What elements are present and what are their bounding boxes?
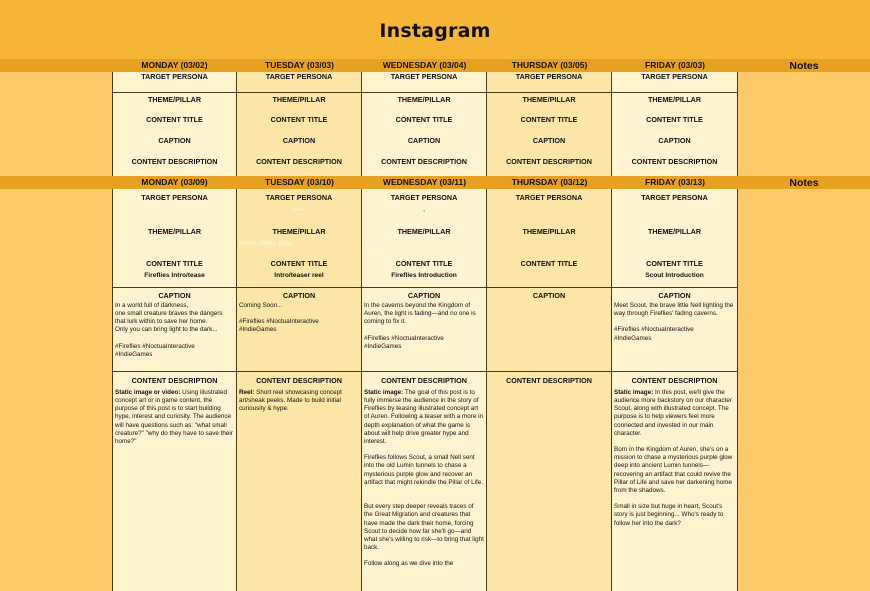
- theme-value: World, Story, Lore: [239, 240, 292, 247]
- week1-column-thu: [487, 72, 612, 176]
- row-label: THEME/PILLAR: [147, 95, 202, 104]
- week1-day-header-fri: FRIDAY (03/03): [645, 60, 705, 70]
- week2-thu-caption-cell[interactable]: [487, 288, 611, 372]
- description-text: [113, 388, 236, 446]
- row-label: CAPTION: [407, 136, 441, 145]
- description-lead: Static image or video:: [115, 389, 181, 396]
- description-body: The goal of this post is to fully immerse the audience in the story of Fireflies by teasing illustrated concept art of Auren. Following a teaser with a more in depth explanation of what the game is about will help drive greater hype and interest. Fireflies follows Scout, a small Nell sent into the old Lumin tunnels to chase a mysterious purple glow and recover an artifact that might rekindle the Pillar of Life. But every step deeper reveals traces of the Great Migration and creatures that have made the dark their home, forcing Scout to decide how far she'll go—and what she's willing to risk—to bring that light back. Follow along as we dive into the: [364, 389, 484, 568]
- row-label: CAPTION: [658, 136, 691, 145]
- row-label: TARGET PERSONA: [265, 193, 333, 202]
- week2-tue-title-cell[interactable]: [237, 256, 361, 288]
- week1-column-mon: [112, 72, 237, 176]
- week1-mon-description-cell[interactable]: [113, 155, 236, 176]
- row-label: TARGET PERSONA: [265, 72, 333, 81]
- description-lead: Reel:: [239, 389, 255, 396]
- week2-column-mon: [112, 189, 237, 591]
- row-label: CONTENT DESCRIPTION: [631, 157, 718, 166]
- description-body: Short reel showcasing concept art/sneak peeks. Made to build initial curiousity & hype.: [239, 389, 344, 413]
- row-label: TARGET PERSONA: [390, 193, 458, 202]
- row-label: CONTENT DESCRIPTION: [256, 376, 342, 385]
- description-body: Using illustrated concept art or in game content, the purpose of this post is to start building hype, interest and curiosity. The audience will have questions such as: "what small creature?" "why do they have to save their home?": [115, 389, 235, 445]
- theme-value: Family, Story, Lore: [647, 240, 702, 247]
- week1-notes-column[interactable]: [738, 72, 870, 176]
- row-label: TARGET PERSONA: [141, 193, 208, 202]
- week1-notes-header: Notes: [789, 60, 819, 72]
- row-label: CONTENT TITLE: [520, 259, 578, 268]
- description-body: In this post, we'll give the audience more backstory on our character Scout, along with illustrated concept. The purpose is to help viewers feel more connected and invested in our main character. Born in the Kingdom of Auren, she's on a mission to chase a mysterious purple glow deep into ancient Lumin tunnels—recovering an artifact that could revive the Pillar of Life and save her darkening home from the shadows. Small in size but huge in heart, Scout's story is just beginning... Who's ready to follow her into the dark?: [614, 389, 733, 527]
- row-label: CONTENT TITLE: [395, 259, 453, 268]
- week1-thu-title-cell[interactable]: [487, 113, 611, 134]
- week2-thu-persona-cell[interactable]: [487, 189, 611, 223]
- week2-column-thu: [487, 189, 612, 591]
- week2-day-header-wed: WEDNESDAY (03/11): [382, 177, 467, 187]
- week1-fri-persona-cell[interactable]: [612, 72, 737, 93]
- row-label: CONTENT TITLE: [270, 259, 328, 268]
- week2-column-fri: [612, 189, 738, 591]
- caption-text: [487, 301, 611, 302]
- row-label: CONTENT DESCRIPTION: [506, 376, 592, 385]
- row-label: CONTENT DESCRIPTION: [131, 376, 218, 385]
- caption-text: Meet Scout, the brave little Nell lighting the way through Fireflies' fading caverns. #Fireflies #NoctuaInteractive #IndieGames: [614, 302, 734, 342]
- description-text: [362, 388, 486, 568]
- week1-day-header-mon: MONDAY (03/02): [141, 60, 208, 70]
- week1-day-header-tue: TUESDAY (03/03): [265, 60, 334, 70]
- page-title: Instagram: [379, 19, 491, 42]
- week2-column-wed: [362, 189, 487, 591]
- row-label: THEME/PILLAR: [272, 227, 326, 236]
- week2-tue-caption-cell[interactable]: [237, 288, 361, 372]
- row-label: CONTENT DESCRIPTION: [131, 157, 218, 166]
- week2-fri-persona-cell[interactable]: [612, 189, 737, 223]
- row-label: TARGET PERSONA: [641, 72, 708, 81]
- week2-left-strip: [0, 189, 112, 591]
- row-label: THEME/PILLAR: [647, 95, 702, 104]
- week2-tue-description-cell[interactable]: [237, 372, 361, 591]
- week1-tue-theme-cell[interactable]: [237, 93, 361, 113]
- row-label: CAPTION: [532, 291, 566, 300]
- week2-wed-description-cell[interactable]: [362, 372, 486, 591]
- week1-mon-title-cell[interactable]: [113, 113, 236, 134]
- theme-value: World, Story, Lore: [115, 240, 168, 247]
- row-label: THEME/PILLAR: [522, 227, 576, 236]
- week2-fri-caption-cell[interactable]: [612, 288, 737, 372]
- row-label: CONTENT DESCRIPTION: [381, 376, 467, 385]
- week1-tue-caption-cell[interactable]: [237, 134, 361, 155]
- week1-left-strip: [0, 72, 112, 176]
- row-label: CAPTION: [282, 291, 316, 300]
- week2-notes-header: Notes: [789, 177, 819, 189]
- row-label: THEME/PILLAR: [647, 227, 702, 236]
- week2-day-header-tue: TUESDAY (03/10): [265, 177, 334, 187]
- week1-tue-description-cell[interactable]: [237, 155, 361, 176]
- week1-fri-title-cell[interactable]: [612, 113, 737, 134]
- week2-wed-theme-cell[interactable]: [362, 223, 486, 256]
- row-label: THEME/PILLAR: [272, 95, 326, 104]
- row-label: CAPTION: [658, 291, 691, 300]
- week1-wed-theme-cell[interactable]: [362, 93, 486, 113]
- week2-day-header-thu: THURSDAY (03/12): [511, 177, 588, 187]
- week2-header-row: [0, 176, 870, 189]
- row-label: CONTENT TITLE: [146, 115, 203, 124]
- row-label: CONTENT TITLE: [146, 259, 203, 268]
- week1-column-wed: [362, 72, 487, 176]
- week1-mon-theme-cell[interactable]: [113, 93, 236, 113]
- week1-column-tue: [237, 72, 362, 176]
- row-label: CONTENT TITLE: [395, 115, 453, 124]
- row-label: CONTENT DESCRIPTION: [506, 157, 592, 166]
- description-text: [487, 388, 611, 389]
- week2-thu-theme-cell[interactable]: [487, 223, 611, 256]
- row-label: CONTENT TITLE: [646, 115, 703, 124]
- content-title-value: Fireflies Introduction: [391, 272, 457, 279]
- row-label: THEME/PILLAR: [397, 95, 451, 104]
- content-title-value: Fireflies Intro/tease: [144, 272, 205, 279]
- week1-thu-theme-cell[interactable]: [487, 93, 611, 113]
- row-label: CAPTION: [158, 291, 191, 300]
- week2-mon-theme-cell[interactable]: [113, 223, 236, 256]
- row-label: THEME/PILLAR: [147, 227, 202, 236]
- title-band: [0, 0, 870, 59]
- week2-fri-theme-cell[interactable]: [612, 223, 737, 256]
- content-title-value: Intro/teaser reel: [274, 272, 324, 279]
- week2-thu-description-cell[interactable]: [487, 372, 611, 591]
- week2-day-header-mon: MONDAY (03/09): [141, 177, 208, 187]
- description-lead: Static image:: [614, 389, 654, 396]
- persona-value: Alex: [292, 206, 306, 213]
- week2-thu-title-cell[interactable]: [487, 256, 611, 288]
- row-label: CAPTION: [407, 291, 441, 300]
- week2-wed-caption-cell[interactable]: [362, 288, 486, 372]
- week2-mon-title-cell[interactable]: [113, 256, 236, 288]
- week2-column-tue: [237, 189, 362, 591]
- description-lead: Static image:: [364, 389, 404, 396]
- week1-wed-caption-cell[interactable]: [362, 134, 486, 155]
- row-label: CAPTION: [158, 136, 191, 145]
- row-label: TARGET PERSONA: [515, 193, 583, 202]
- week1-header-row: [0, 59, 870, 72]
- row-label: CONTENT TITLE: [270, 115, 328, 124]
- caption-text: Coming Soon... #Fireflies #NoctuaInteractive #IndieGames: [239, 302, 319, 334]
- row-label: TARGET PERSONA: [641, 193, 708, 202]
- row-label: CONTENT DESCRIPTION: [631, 376, 718, 385]
- week1-thu-caption-cell[interactable]: [487, 134, 611, 155]
- week2-tue-persona-cell[interactable]: [237, 189, 361, 223]
- week2-fri-title-cell[interactable]: [612, 256, 737, 288]
- week2-fri-description-cell[interactable]: [612, 372, 737, 591]
- persona-value: ,: [673, 206, 676, 213]
- row-label: THEME/PILLAR: [397, 227, 451, 236]
- week1-column-fri: [612, 72, 738, 176]
- week2-mon-persona-cell[interactable]: [113, 189, 236, 223]
- week1-mon-caption-cell[interactable]: [113, 134, 236, 155]
- week1-tue-title-cell[interactable]: [237, 113, 361, 134]
- week1-fri-description-cell[interactable]: [612, 155, 737, 176]
- row-label: CONTENT TITLE: [646, 259, 703, 268]
- week1-fri-caption-cell[interactable]: [612, 134, 737, 155]
- week1-mon-persona-cell[interactable]: [113, 72, 236, 93]
- row-label: THEME/PILLAR: [522, 95, 576, 104]
- week1-tue-persona-cell[interactable]: [237, 72, 361, 93]
- row-label: CONTENT DESCRIPTION: [256, 157, 342, 166]
- week1-thu-persona-cell[interactable]: [487, 72, 611, 93]
- description-text: [612, 388, 737, 528]
- week2-tue-theme-cell[interactable]: [237, 223, 361, 256]
- row-label: TARGET PERSONA: [390, 72, 458, 81]
- caption-text: In the caverns beyond the Kingdom of Auren, the light is fading—and no one is coming to fix it. #Fireflies #NoctuaInteractive #IndieGames: [364, 302, 476, 350]
- row-label: CONTENT TITLE: [520, 115, 578, 124]
- row-label: TARGET PERSONA: [515, 72, 583, 81]
- week1-fri-theme-cell[interactable]: [612, 93, 737, 113]
- caption-text: In a world full of darkness, one small creature braves the dangers that lurk within to save her home. Only you can bring light to the dark... #Fireflies #NoctuaInteractive #IndieGames: [115, 302, 223, 358]
- week2-wed-persona-cell[interactable]: [362, 189, 486, 223]
- week1-day-header-wed: WEDNESDAY (03/04): [382, 60, 467, 70]
- persona-value: ,: [423, 206, 425, 213]
- week2-day-header-fri: FRIDAY (03/13): [645, 177, 705, 187]
- week2-wed-title-cell[interactable]: [362, 256, 486, 288]
- row-label: CONTENT DESCRIPTION: [381, 157, 467, 166]
- row-label: CAPTION: [532, 136, 566, 145]
- week2-mon-description-cell[interactable]: [113, 372, 236, 591]
- row-label: TARGET PERSONA: [141, 72, 208, 81]
- week1-thu-description-cell[interactable]: [487, 155, 611, 176]
- week1-wed-persona-cell[interactable]: [362, 72, 486, 93]
- week1-wed-description-cell[interactable]: [362, 155, 486, 176]
- content-title-value: Scout Introduction: [645, 272, 704, 279]
- row-label: CAPTION: [282, 136, 316, 145]
- theme-value: World, Story, Lore: [364, 240, 417, 247]
- week2-notes-column[interactable]: [738, 189, 870, 591]
- week1-wed-title-cell[interactable]: [362, 113, 486, 134]
- week2-mon-caption-cell[interactable]: [113, 288, 236, 372]
- description-text: [237, 388, 361, 413]
- week1-day-header-thu: THURSDAY (03/05): [511, 60, 588, 70]
